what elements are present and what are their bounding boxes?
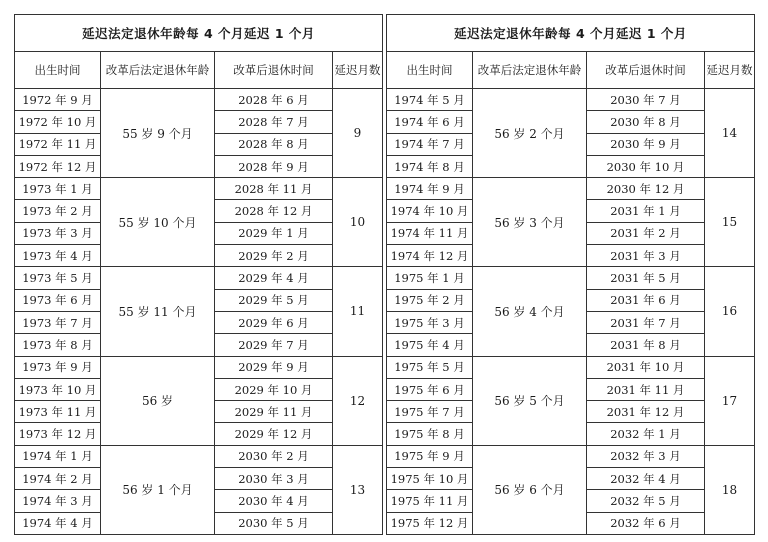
table-row [15, 356, 383, 378]
retire-time-cell: 2029 年 11 月 [215, 401, 333, 423]
table-body [387, 89, 755, 535]
birth-time-cell: 1974 年 2 月 [15, 468, 101, 490]
retire-time-cell: 2030 年 3 月 [215, 468, 333, 490]
right-table-panel [386, 14, 754, 535]
birth-time-cell: 1974 年 9 月 [387, 178, 473, 200]
retire-time-cell: 2029 年 2 月 [215, 245, 333, 267]
table-title: 延迟法定退休年龄每 4 个月延迟 1 个月 [387, 15, 755, 52]
delay-months-cell: 12 [333, 356, 383, 445]
retire-time-cell: 2031 年 12 月 [587, 401, 705, 423]
delay-months-cell: 11 [333, 267, 383, 356]
retire-age-cell: 56 岁 1 个月 [101, 445, 215, 534]
retire-time-cell: 2030 年 12 月 [587, 178, 705, 200]
retire-age-cell: 56 岁 3 个月 [473, 178, 587, 267]
table-row [387, 356, 755, 378]
birth-time-cell: 1973 年 4 月 [15, 245, 101, 267]
retire-age-cell: 56 岁 [101, 356, 215, 445]
delay-months-cell: 16 [705, 267, 755, 356]
birth-time-cell: 1974 年 6 月 [387, 111, 473, 133]
table-row [387, 445, 755, 467]
birth-time-cell: 1974 年 4 月 [15, 512, 101, 534]
retire-time-cell: 2032 年 5 月 [587, 490, 705, 512]
retire-time-cell: 2031 年 3 月 [587, 245, 705, 267]
table-title: 延迟法定退休年龄每 4 个月延迟 1 个月 [15, 15, 383, 52]
retire-time-cell: 2029 年 12 月 [215, 423, 333, 445]
retire-time-cell: 2028 年 6 月 [215, 89, 333, 111]
birth-time-cell: 1973 年 3 月 [15, 222, 101, 244]
delay-months-cell: 15 [705, 178, 755, 267]
birth-time-cell: 1975 年 3 月 [387, 311, 473, 333]
header-retire-time: 改革后退休时间 [215, 52, 333, 89]
birth-time-cell: 1974 年 1 月 [15, 445, 101, 467]
birth-time-cell: 1974 年 12 月 [387, 245, 473, 267]
retire-time-cell: 2028 年 11 月 [215, 178, 333, 200]
retire-time-cell: 2030 年 9 月 [587, 133, 705, 155]
retire-time-cell: 2031 年 7 月 [587, 311, 705, 333]
birth-time-cell: 1974 年 8 月 [387, 155, 473, 177]
retirement-table-left [14, 14, 383, 535]
delay-months-cell: 9 [333, 89, 383, 178]
retire-time-cell: 2031 年 6 月 [587, 289, 705, 311]
retire-time-cell: 2028 年 7 月 [215, 111, 333, 133]
birth-time-cell: 1973 年 10 月 [15, 378, 101, 400]
retire-time-cell: 2028 年 8 月 [215, 133, 333, 155]
birth-time-cell: 1975 年 9 月 [387, 445, 473, 467]
header-retire-time: 改革后退休时间 [587, 52, 705, 89]
retire-age-cell: 55 岁 11 个月 [101, 267, 215, 356]
retire-age-cell: 56 岁 4 个月 [473, 267, 587, 356]
retire-time-cell: 2030 年 10 月 [587, 155, 705, 177]
birth-time-cell: 1974 年 11 月 [387, 222, 473, 244]
retire-time-cell: 2030 年 5 月 [215, 512, 333, 534]
retire-time-cell: 2031 年 8 月 [587, 334, 705, 356]
birth-time-cell: 1973 年 12 月 [15, 423, 101, 445]
header-delay-months: 延迟月数 [333, 52, 383, 89]
table-row [387, 89, 755, 111]
birth-time-cell: 1975 年 1 月 [387, 267, 473, 289]
header-row [15, 52, 383, 89]
birth-time-cell: 1973 年 8 月 [15, 334, 101, 356]
retire-time-cell: 2029 年 5 月 [215, 289, 333, 311]
table-row [15, 267, 383, 289]
delay-months-cell: 17 [705, 356, 755, 445]
retire-time-cell: 2032 年 1 月 [587, 423, 705, 445]
birth-time-cell: 1975 年 4 月 [387, 334, 473, 356]
birth-time-cell: 1975 年 6 月 [387, 378, 473, 400]
retire-time-cell: 2029 年 7 月 [215, 334, 333, 356]
birth-time-cell: 1974 年 7 月 [387, 133, 473, 155]
retire-time-cell: 2030 年 4 月 [215, 490, 333, 512]
retire-age-cell: 56 岁 5 个月 [473, 356, 587, 445]
birth-time-cell: 1975 年 11 月 [387, 490, 473, 512]
header-retire-age: 改革后法定退休年龄 [473, 52, 587, 89]
retire-time-cell: 2029 年 9 月 [215, 356, 333, 378]
delay-months-cell: 18 [705, 445, 755, 534]
retire-time-cell: 2028 年 9 月 [215, 155, 333, 177]
birth-time-cell: 1975 年 7 月 [387, 401, 473, 423]
table-row [387, 178, 755, 200]
table-row [387, 267, 755, 289]
birth-time-cell: 1973 年 7 月 [15, 311, 101, 333]
retire-time-cell: 2031 年 2 月 [587, 222, 705, 244]
retire-time-cell: 2030 年 7 月 [587, 89, 705, 111]
left-table-panel [14, 14, 382, 535]
birth-time-cell: 1973 年 2 月 [15, 200, 101, 222]
birth-time-cell: 1974 年 3 月 [15, 490, 101, 512]
birth-time-cell: 1974 年 5 月 [387, 89, 473, 111]
retire-time-cell: 2032 年 3 月 [587, 445, 705, 467]
retire-time-cell: 2028 年 12 月 [215, 200, 333, 222]
retire-age-cell: 56 岁 6 个月 [473, 445, 587, 534]
retire-time-cell: 2029 年 4 月 [215, 267, 333, 289]
retire-time-cell: 2031 年 1 月 [587, 200, 705, 222]
birth-time-cell: 1975 年 10 月 [387, 468, 473, 490]
birth-time-cell: 1975 年 5 月 [387, 356, 473, 378]
table-row [15, 445, 383, 467]
header-birth-time: 出生时间 [15, 52, 101, 89]
retire-time-cell: 2031 年 11 月 [587, 378, 705, 400]
retirement-table-right [386, 14, 755, 535]
retire-time-cell: 2031 年 10 月 [587, 356, 705, 378]
birth-time-cell: 1973 年 5 月 [15, 267, 101, 289]
birth-time-cell: 1973 年 9 月 [15, 356, 101, 378]
header-birth-time: 出生时间 [387, 52, 473, 89]
table-body [15, 89, 383, 535]
retire-time-cell: 2030 年 8 月 [587, 111, 705, 133]
birth-time-cell: 1972 年 12 月 [15, 155, 101, 177]
retire-time-cell: 2029 年 6 月 [215, 311, 333, 333]
birth-time-cell: 1975 年 12 月 [387, 512, 473, 534]
birth-time-cell: 1974 年 10 月 [387, 200, 473, 222]
delay-months-cell: 10 [333, 178, 383, 267]
header-row [387, 52, 755, 89]
birth-time-cell: 1975 年 8 月 [387, 423, 473, 445]
delay-months-cell: 13 [333, 445, 383, 534]
retire-time-cell: 2031 年 5 月 [587, 267, 705, 289]
retire-age-cell: 55 岁 9 个月 [101, 89, 215, 178]
birth-time-cell: 1973 年 1 月 [15, 178, 101, 200]
retire-time-cell: 2029 年 1 月 [215, 222, 333, 244]
birth-time-cell: 1972 年 11 月 [15, 133, 101, 155]
birth-time-cell: 1973 年 6 月 [15, 289, 101, 311]
header-retire-age: 改革后法定退休年龄 [101, 52, 215, 89]
retire-time-cell: 2032 年 6 月 [587, 512, 705, 534]
table-row [15, 178, 383, 200]
retire-time-cell: 2032 年 4 月 [587, 468, 705, 490]
birth-time-cell: 1973 年 11 月 [15, 401, 101, 423]
birth-time-cell: 1972 年 10 月 [15, 111, 101, 133]
birth-time-cell: 1972 年 9 月 [15, 89, 101, 111]
retire-time-cell: 2030 年 2 月 [215, 445, 333, 467]
retire-time-cell: 2029 年 10 月 [215, 378, 333, 400]
retire-age-cell: 55 岁 10 个月 [101, 178, 215, 267]
birth-time-cell: 1975 年 2 月 [387, 289, 473, 311]
retire-age-cell: 56 岁 2 个月 [473, 89, 587, 178]
table-row [15, 89, 383, 111]
header-delay-months: 延迟月数 [705, 52, 755, 89]
delay-months-cell: 14 [705, 89, 755, 178]
